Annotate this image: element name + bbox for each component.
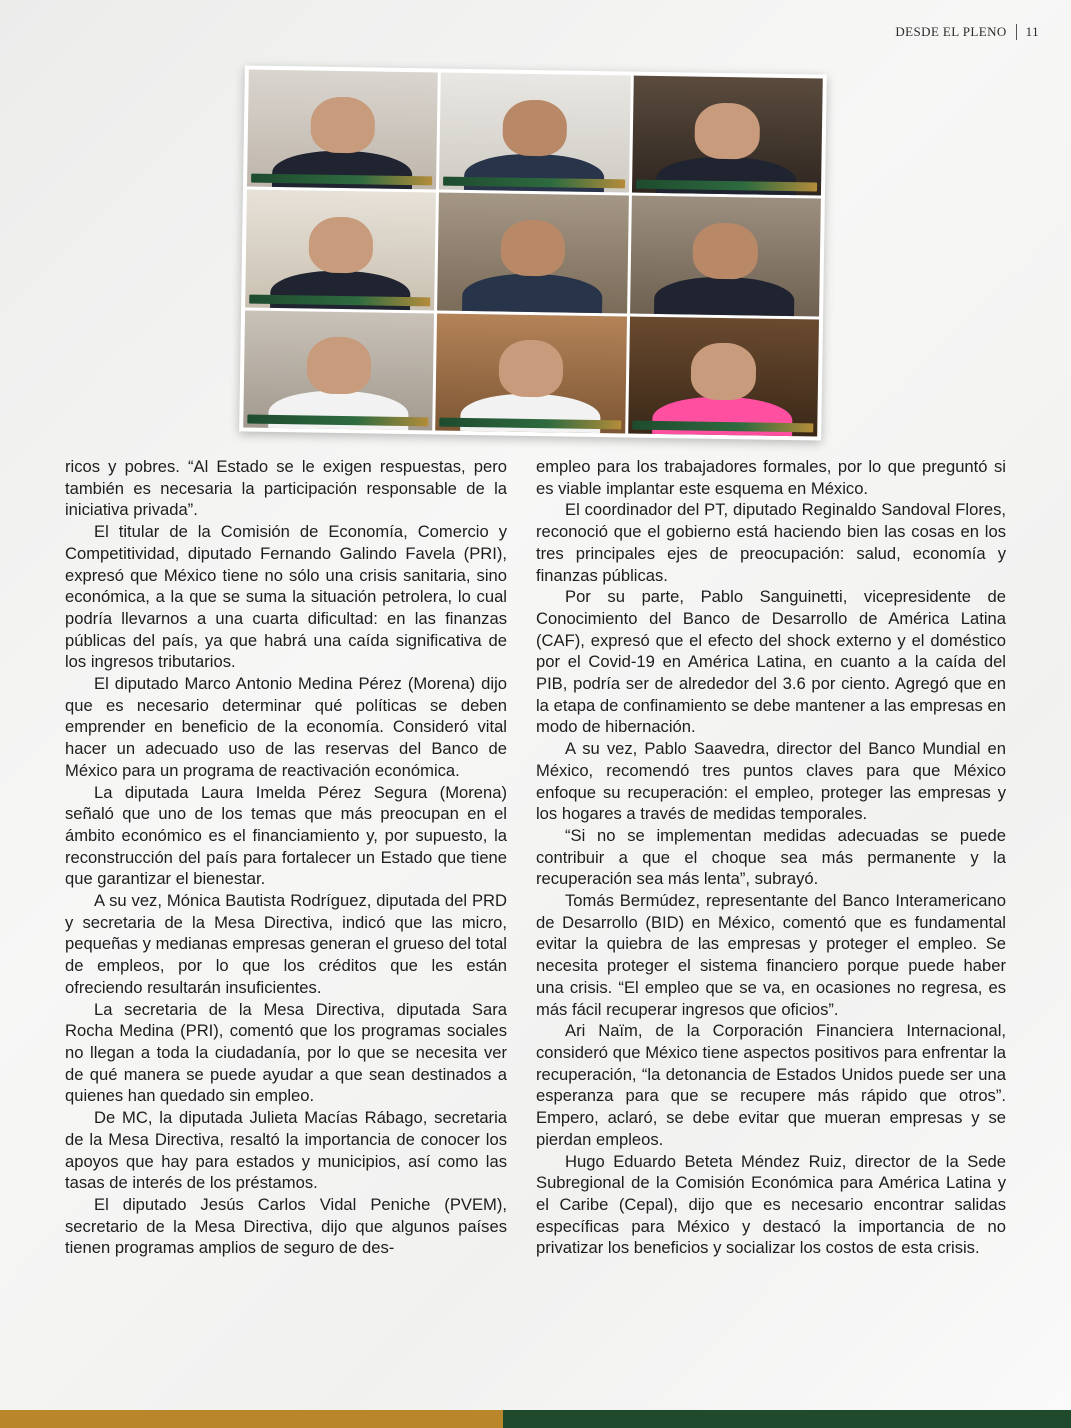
video-tile [245,190,436,310]
page-number: 11 [1025,24,1039,39]
right-text-column [536,456,1006,1259]
header-divider [1016,24,1017,40]
paragraph: El titular de la Comisión de Economía, Comercio y Competitividad, diputado Fernando Galindo Favela (PRI), expresó que México tiene no sólo una crisis sanitaria, sino económica, a la que se suma la situación petrolera, lo cual podría llevarnos a una cuarta dificultad: en las finanzas públicas del país, ya que habrá una caída significativa de los ingresos tributarios. [65,522,507,672]
paragraph: Ari Naïm, de la Corporación Financiera Internacional, consideró que México tiene aspectos positivos para enfrentar la recuperación, “la detonancia de Estados Unidos puede ser una esperanza para que se recupere más rápido que otros”. Empero, aclaró, se debe evitar que mueran empresas y se pierdan empleos. [536,1021,1006,1149]
video-tile [437,193,628,313]
paragraph: Tomás Bermúdez, representante del Banco Interamericano de Desarrollo (BID) en México, comentó que es fundamental evitar la quiebra de las empresas y proteger el empleo. Se necesita proteger el sistema financiero porque puede haber una crisis. “El empleo que se va, en ocasiones no regresa, es más fácil recuperar ingresos que oficios”. [536,891,1006,1019]
paragraph: “Si no se implementan medidas adecuadas se puede contribuir a que el choque sea más permanente y la recuperación sea más lenta”, subrayó. [536,825,1006,889]
footer-green-bar [503,1410,1071,1428]
paragraph: A su vez, Pablo Saavedra, director del Banco Mundial en México, recomendó tres puntos claves para que México enfoque su recuperación: el empleo, proteger las empresas y los hogares a través de medidas temporales. [536,739,1006,824]
section-title: DESDE EL PLENO [895,24,1007,39]
video-tile [436,313,627,433]
paragraph: A su vez, Mónica Bautista Rodríguez, diputada del PRD y secretaria de la Mesa Directiva, indicó que las micro, pequeñas y medianas empresas generan el grueso del total de empleos, por lo que los créditos que les están ofreciendo resultarán insuficientes. [65,891,507,997]
video-tile [632,76,823,196]
paragraph: El diputado Jesús Carlos Vidal Peniche (PVEM), secretario de la Mesa Directiva, dijo que algunos países tienen programas amplios de seguro de des- [65,1194,507,1258]
video-conference-photo [239,65,827,440]
video-grid [243,70,823,437]
paragraph: empleo para los trabajadores formales, por lo que preguntó si es viable implantar este esquema en México. [536,457,1006,498]
left-text-column [65,456,507,1259]
paragraph: El coordinador del PT, diputado Reginaldo Sandoval Flores, reconoció que el gobierno está haciendo bien las cosas en los tres principales ejes de preocupación: salud, economía y finanzas públicas. [536,500,1006,585]
paragraph: La secretaria de la Mesa Directiva, diputada Sara Rocha Medina (PRI), comentó que los programas sociales no llegan a toda la ciudadanía, por lo que se necesita ver de qué manera se puede ayudar a que sean destinados a quienes han quedado sin empleo. [65,999,507,1106]
video-tile [439,73,630,193]
running-header [895,22,1039,42]
video-tile [247,70,438,190]
paragraph: Por su parte, Pablo Sanguinetti, vicepresidente de Conocimiento del Banco de Desarrollo de América Latina (CAF), expresó que el efecto del shock externo y el doméstico por el Covid-19 en América Latina, en cuanto a la caída del PIB, podría ser de alrededor del 3.6 por ciento. Agregó que en la etapa de confinamiento se debe mantener a las empresas en modo de hibernación. [536,587,1006,737]
paragraph: El diputado Marco Antonio Medina Pérez (Morena) dijo que es necesario determinar qué políticas se deben emprender en beneficio de la economía. Consideró vital hacer un adecuado uso de las reservas del Banco de México para un programa de reactivación económica. [65,674,507,780]
paragraph: De MC, la diputada Julieta Macías Rábago, secretaria de la Mesa Directiva, resaltó la importancia de conocer los apoyos que hay para estados y municipios, así como las tasas de interés de los préstamos. [65,1108,507,1193]
video-tile [243,310,434,430]
paragraph: La diputada Laura Imelda Pérez Segura (Morena) señaló que uno de los temas que más preocupan en el ámbito económico es el financiamiento y, por supuesto, la reconstrucción del país para fortalecer un Estado que tiene que garantizar el bienestar. [65,782,507,889]
video-tile [628,316,819,436]
paragraph: ricos y pobres. “Al Estado se le exigen respuestas, pero también es necesaria la participación responsable de la iniciativa privada”. [65,457,507,520]
footer-gold-bar [0,1410,503,1428]
video-tile [630,196,821,316]
paragraph: Hugo Eduardo Beteta Méndez Ruiz, director de la Sede Subregional de la Comisión Económica para América Latina y el Caribe (Cepal), dijo que es necesario encontrar salidas específicas para México y destacó la importancia de no privatizar los beneficios y socializar los costos de esta crisis. [536,1151,1006,1258]
